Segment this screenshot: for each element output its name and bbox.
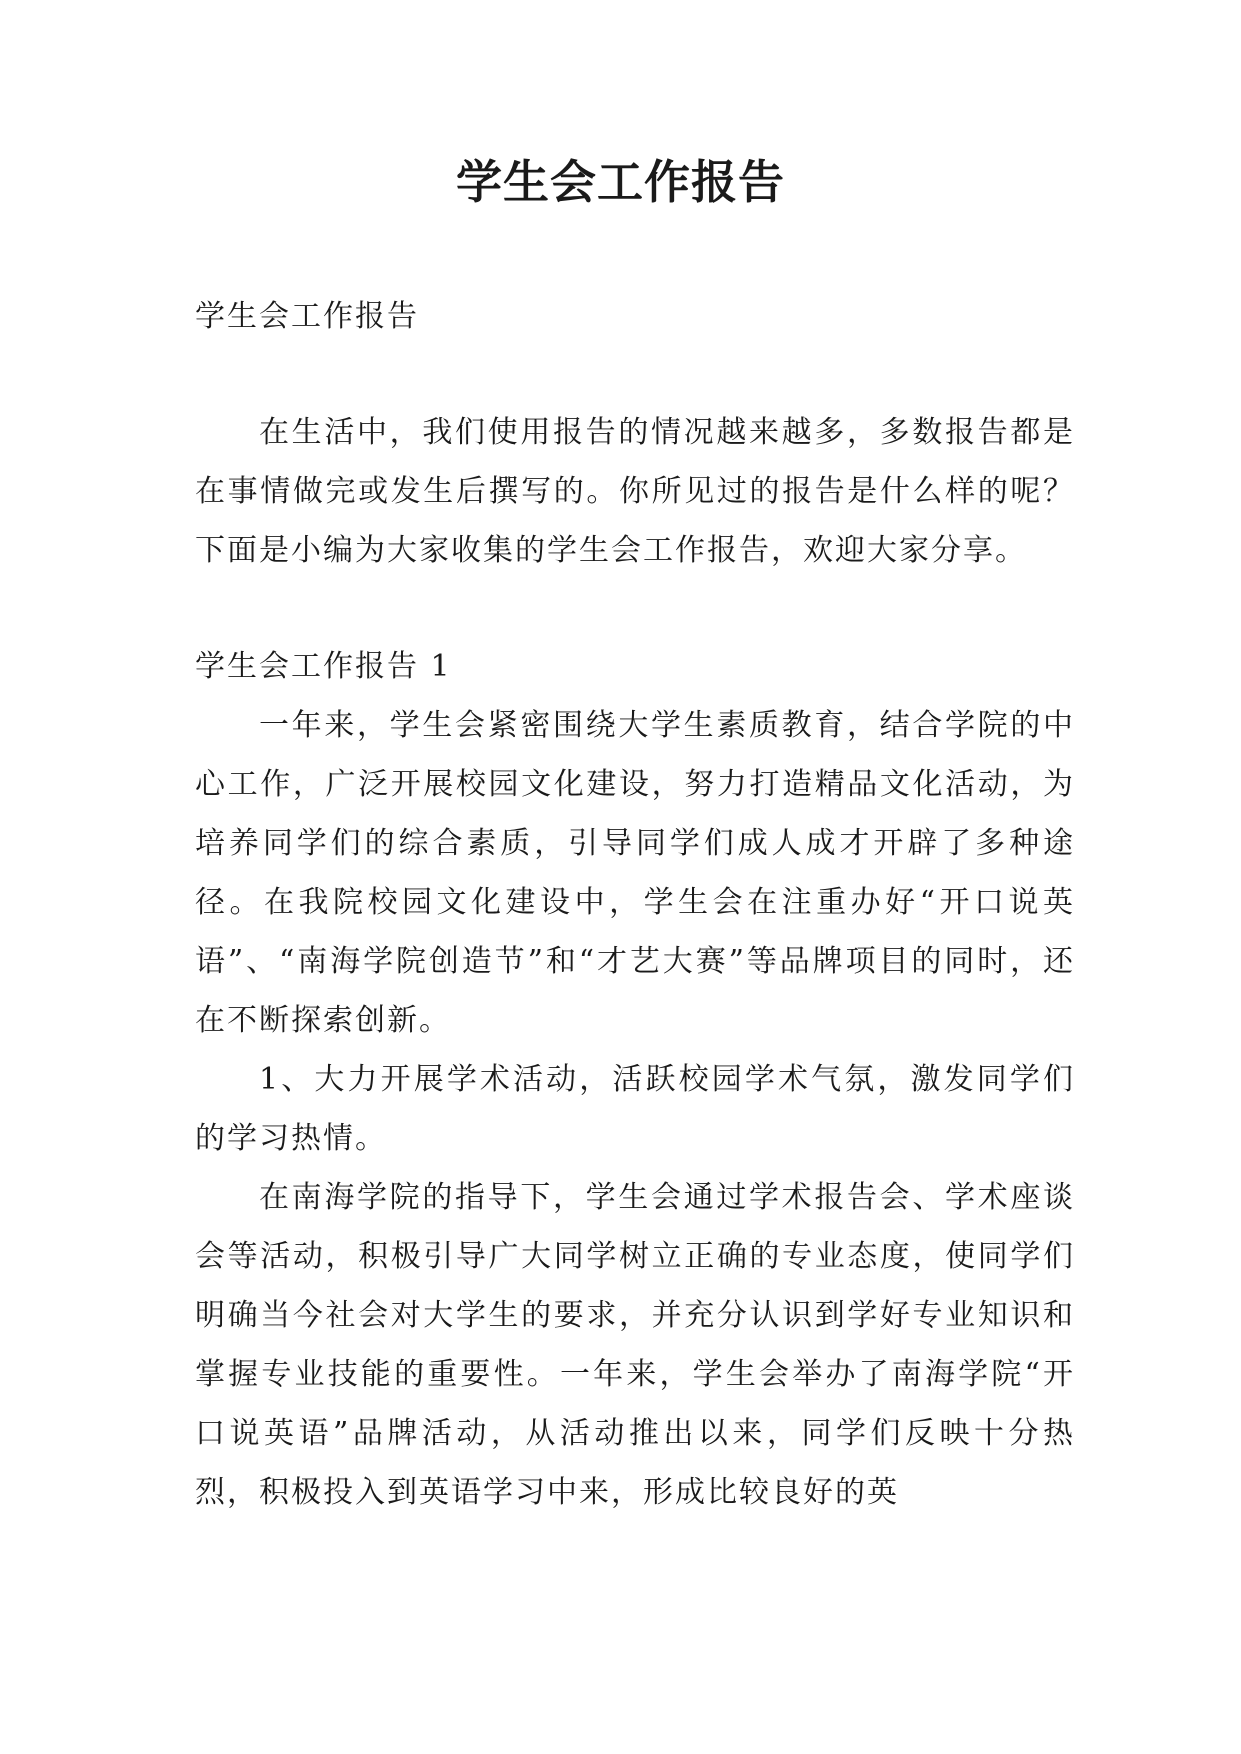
document-body [195,287,1075,1522]
body-paragraph: 一年来，学生会紧密围绕大学生素质教育，结合学院的中心工作，广泛开展校园文化建设，努力打造精品文化活动，为培养同学们的综合素质，引导同学们成人成才开辟了多种途径。在我院校园文化建设中，学生会在注重办好“开口说英语”、“南海学院创造节”和“才艺大赛”等品牌项目的同时，还在不断探索创新。 [195,708,1075,1038]
spacer [195,580,1075,637]
spacer [195,346,1075,403]
intro-paragraph: 在生活中，我们使用报告的情况越来越多，多数报告都是在事情做完或发生后撰写的。你所见过的报告是什么样的呢？下面是小编为大家收集的学生会工作报告，欢迎大家分享。 [195,415,1075,568]
document-title: 学生会工作报告 [456,155,785,209]
section-heading: 学生会工作报告 1 [195,649,452,684]
body-paragraph: 在南海学院的指导下，学生会通过学术报告会、学术座谈会等活动，积极引导广大同学树立正确的专业态度，使同学们明确当今社会对大学生的要求，并充分认识到学好专业知识和掌握专业技能的重要性。一年来，学生会举办了南海学院“开口说英语”品牌活动，从活动推出以来，同学们反映十分热烈，积极投入到英语学习中来，形成比较良好的英 [195,1180,1075,1510]
document-subtitle: 学生会工作报告 [195,299,419,334]
body-paragraph: 1、大力开展学术活动，活跃校园学术气氛，激发同学们的学习热情。 [195,1062,1075,1156]
